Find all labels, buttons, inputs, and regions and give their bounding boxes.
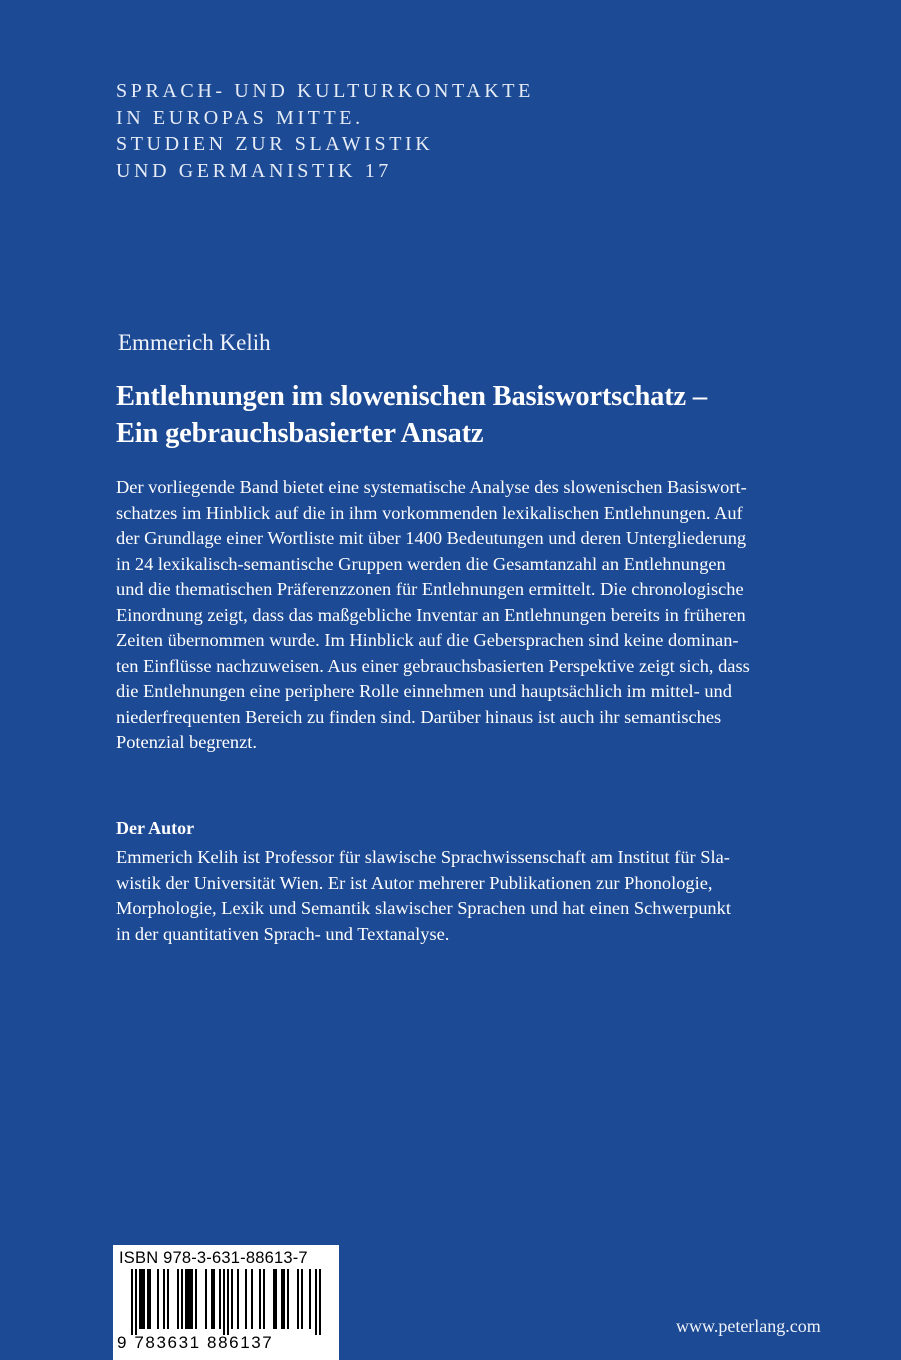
barcode-bar (219, 1269, 221, 1329)
description-line: Einordnung zeigt, dass das maßgebliche Inventar an Entlehnungen bereits in früheren (116, 604, 746, 625)
description-line: Zeiten übernommen wurde. Im Hinblick auf die Gebersprachen sind keine dominan- (116, 630, 739, 650)
barcode-bar (297, 1269, 299, 1329)
barcode-bar (149, 1269, 151, 1329)
series-line: UND GERMANISTIK 17 (116, 159, 392, 182)
description-line: und die thematischen Präferenzzonen für Entlehnungen ermittelt. Die chronologische (116, 579, 744, 599)
barcode-bar (141, 1269, 143, 1329)
author-name: Emmerich Kelih (118, 330, 271, 355)
barcode-bar (195, 1269, 197, 1329)
description-line: ten Einflüsse nachzuweisen. Aus einer gebrauchsbasierten Perspektive zeigt sich, dass (116, 655, 750, 676)
barcode-bar (251, 1269, 253, 1329)
about-author-heading: Der Autor (116, 818, 195, 838)
series-line: IN EUROPAS MITTE. (116, 106, 364, 129)
barcode-bar (273, 1269, 275, 1329)
publisher-website: www.peterlang.com (676, 1316, 821, 1336)
series-line: SPRACH- UND KULTURKONTAKTE (116, 80, 534, 102)
barcode-bar (319, 1269, 321, 1335)
barcode-bar (135, 1269, 137, 1335)
barcode-bar (181, 1269, 183, 1329)
barcode-bar (185, 1269, 187, 1329)
title-line: Entlehnungen im slowenischen Basiswortschatz – (116, 381, 707, 412)
barcode-bar (139, 1269, 141, 1329)
barcode-bar (259, 1269, 261, 1329)
about-author-line: in der quantitativen Sprach- und Textanalyse. (116, 923, 450, 944)
barcode-bar (281, 1269, 283, 1329)
barcode-bar (211, 1269, 213, 1329)
barcode-bar (177, 1269, 179, 1329)
book-description (116, 475, 856, 756)
barcode-bar (227, 1269, 229, 1335)
description-line: Der vorliegende Band bietet eine systematische Analyse des slowenischen Basiswort- (116, 477, 747, 497)
about-author-line: Emmerich Kelih ist Professor für slawische Sprachwissenschaft am Institut für Sla- (116, 847, 730, 867)
barcode-bar (231, 1269, 233, 1329)
barcode-bar (245, 1269, 247, 1329)
barcode-bar (189, 1269, 191, 1329)
barcode-bar (131, 1269, 133, 1335)
barcode-bar (301, 1269, 303, 1329)
barcode-bar (147, 1269, 149, 1329)
description-line: die Entlehnungen eine periphere Rolle einnehmen und hauptsächlich im mittel- und (116, 681, 732, 701)
barcode-bar (157, 1269, 159, 1329)
series-title (116, 78, 676, 184)
barcode-bar (163, 1269, 165, 1329)
isbn-barcode (113, 1245, 339, 1360)
isbn-label: ISBN 978-3-631-88613-7 (119, 1249, 308, 1267)
book-title (116, 378, 856, 452)
description-line: niederfrequenten Bereich zu finden sind. Darüber hinaus ist auch ihr semantisches (116, 706, 722, 727)
barcode-bar (287, 1269, 289, 1329)
barcode-bar (191, 1269, 193, 1329)
barcode-bar (213, 1269, 215, 1329)
about-author-line: wistik der Universität Wien. Er ist Autor mehrerer Publikationen zur Phonologie, (116, 872, 713, 893)
barcode-bar (283, 1269, 285, 1329)
description-line: schatzes im Hinblick auf die in ihm vorkommenden lexikalischen Entlehnungen. Auf (116, 502, 743, 523)
about-author-text (116, 845, 856, 947)
barcode-bar (187, 1269, 189, 1329)
barcode-bar (143, 1269, 145, 1329)
barcode-bar (167, 1269, 169, 1329)
about-author-line: Morphologie, Lexik und Semantik slawischer Sprachen und hat einen Schwerpunkt (116, 898, 731, 918)
description-line: der Grundlage einer Wortliste mit über 1400 Bedeutungen und deren Untergliederung (116, 528, 747, 548)
barcode-bar (263, 1269, 265, 1329)
barcode-bar (237, 1269, 239, 1329)
barcode-digits: 9 783631 886137 (117, 1333, 274, 1352)
title-line: Ein gebrauchsbasierter Ansatz (116, 418, 484, 449)
description-line: in 24 lexikalisch-semantische Gruppen werden die Gesamtanzahl an Entlehnungen (116, 553, 726, 574)
description-line: Potenzial begrenzt. (116, 732, 257, 752)
barcode-bar (309, 1269, 311, 1329)
barcode-bar (205, 1269, 207, 1329)
barcode-bar (315, 1269, 317, 1335)
barcode-bar (223, 1269, 225, 1335)
barcode-bars (113, 1269, 339, 1335)
series-line: STUDIEN ZUR SLAWISTIK (116, 133, 434, 155)
barcode-bar (275, 1269, 277, 1329)
